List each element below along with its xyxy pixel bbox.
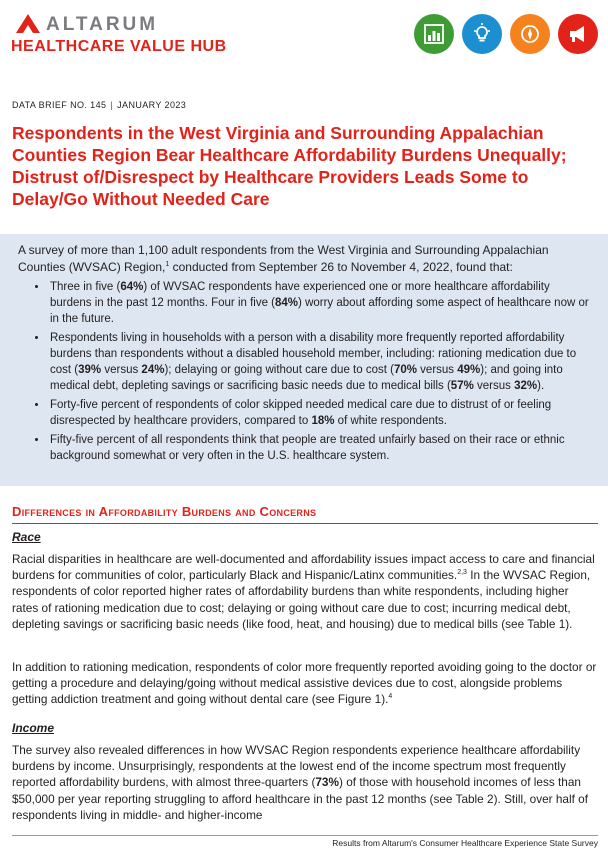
footnote-ref[interactable]: 1 — [165, 260, 170, 268]
data-chart-icon[interactable] — [414, 14, 454, 54]
summary-bullet: • Three in five (64%) of WVSAC respondents have experienced one or more healthcare affordability burdens in the past 12 months. Four in five (84%) worry about affording some aspect of healthcare now or in the future. — [48, 279, 594, 327]
altarum-logo[interactable] — [11, 12, 227, 55]
page-footer: Results from Altarum's Consumer Healthcare Experience State Survey — [332, 838, 598, 848]
summary-intro-text-cont: conducted from September 26 to November 4, 2022, found that: — [169, 259, 513, 274]
footnote-ref[interactable]: 4 — [388, 693, 393, 701]
section-divider — [12, 523, 598, 524]
page-header — [0, 0, 608, 80]
compass-icon[interactable] — [510, 14, 550, 54]
footnote-ref[interactable]: 2,3 — [457, 569, 467, 577]
summary-intro-text: A survey of more than 1,100 adult respondents from the West Virginia and Surrounding Appalachian Counties (WVSAC) Region, — [18, 243, 549, 274]
summary-bullet: • Forty-five percent of respondents of color skipped needed medical care due to distrust of or feeling disrespected by healthcare providers, compared to 18% of white respondents. — [48, 397, 594, 429]
sub-brand-name: HEALTHCARE VALUE HUB — [11, 38, 227, 55]
topic-icons — [414, 14, 598, 54]
summary-bullet: • Fifty-five percent of all respondents think that people are treated unfairly based on their race or ethnic background somewhat or very often in the U.S. healthcare system. — [48, 432, 594, 464]
brief-number: DATA BRIEF NO. 145 — [12, 100, 107, 110]
brief-meta — [12, 100, 186, 110]
summary-intro — [18, 242, 594, 275]
meta-separator: | — [110, 100, 114, 110]
page-title: Respondents in the West Virginia and Surrounding Appalachian Counties Region Bear Healthcare Affordability Burdens Unequally; Distrust of/Disrespect by Healthcare Providers Leads Some to Delay/Go Without Needed Care — [12, 123, 567, 209]
race-paragraph-2: In addition to rationing medication, respondents of color more frequently reported avoiding going to the doctor or getting a procedure and delaying/going without medical assistive devices due to cost, alongside problems getting addiction treatment and going without dental care (see Figure 1).$^4$ — [12, 660, 597, 707]
brief-date: JANUARY 2023 — [117, 100, 187, 110]
summary-bullets — [18, 279, 594, 464]
summary-box — [0, 234, 608, 486]
section-heading: Differences in Affordability Burdens and Concerns — [12, 504, 317, 519]
logo-triangle-icon — [14, 12, 42, 34]
brand-name: ALTARUM — [46, 14, 159, 35]
income-subheading: Income — [12, 721, 55, 735]
race-subheading: Race — [12, 530, 41, 544]
footer-divider — [12, 835, 598, 836]
summary-bullet: • Respondents living in households with a person with a disability more frequently reported affordability burdens than respondents without a disabled household member, including: rationing medication due to cost (39% versus 24%); delaying or going without care due to cost (70% versus 49%); and going into medical debt, depleting savings or sacrificing basic needs due to medical bills (57% versus 32%). — [48, 330, 594, 394]
income-paragraph: The survey also revealed differences in how WVSAC Region respondents experience healthcare affordability burdens by income. Unsurprisingly, respondents at the lowest end of the income spectrum most frequently reported affordability burdens, with almost three-quarters (73%) of those with household incomes of less than $50,000 per year reporting struggling to afford healthcare in the past 12 months (see Table 2). Still, over half of respondents living in middle- and higher-income — [12, 743, 588, 822]
race-paragraph-1: Racial disparities in healthcare are well-documented and affordability issues impact access to care and financial burdens for communities of color, particularly Black and Hispanic/Latinx communities.$^{2,3}$ In the WVSAC Region, respondents of color reported higher rates of affordability burdens than white respondents, including higher rates of rationing medication due to cost; delaying or going without care due to cost; incurring medical debt, depleting savings or sacrificing basic needs (like food, heat, and housing) due to medical bills (see Table 1). — [12, 552, 595, 631]
megaphone-icon[interactable] — [558, 14, 598, 54]
lightbulb-icon[interactable] — [462, 14, 502, 54]
